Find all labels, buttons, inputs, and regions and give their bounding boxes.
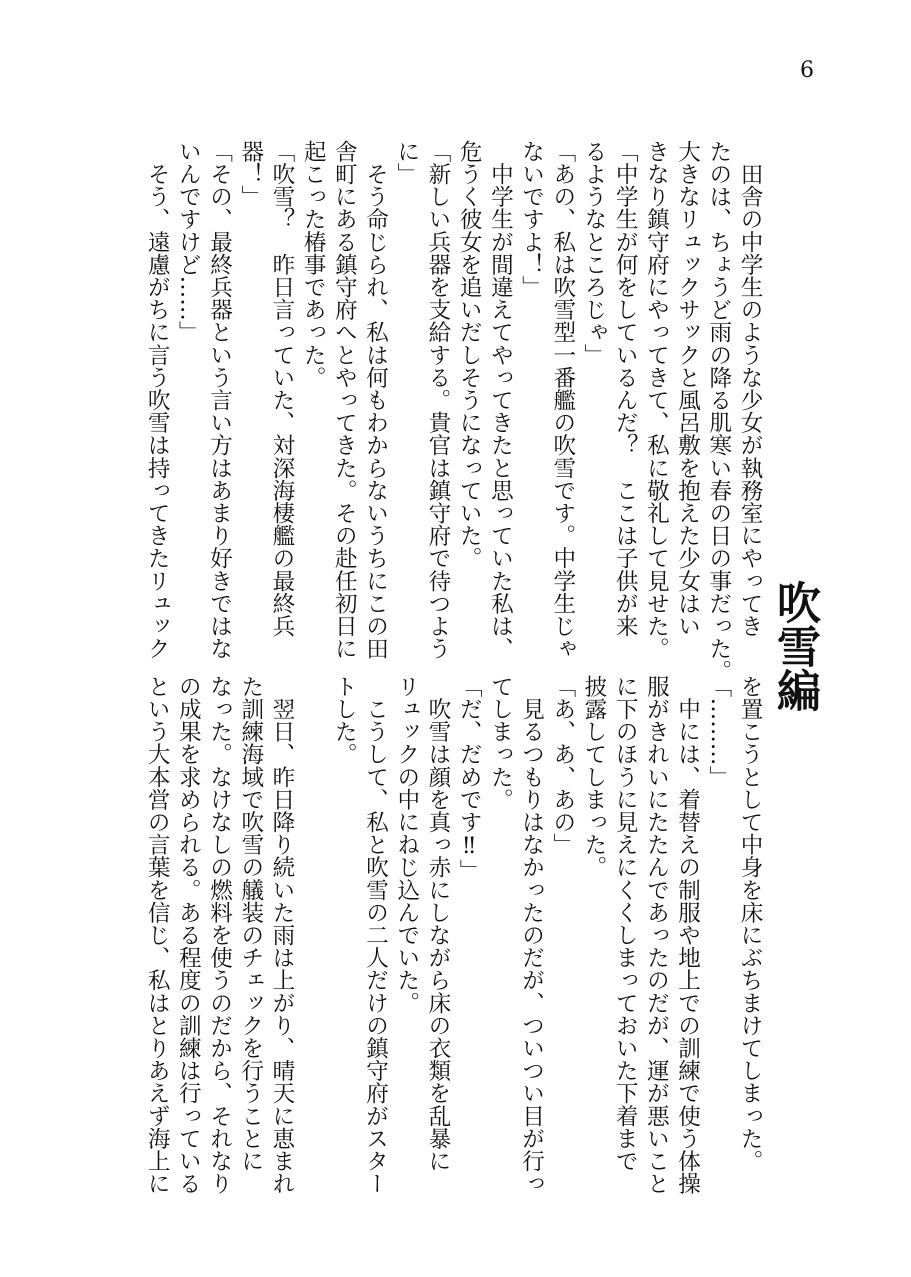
text-line: いんですけど……」 bbox=[175, 140, 202, 344]
text-line: 危うく彼女を追いだしそうになっていた。 bbox=[456, 140, 483, 570]
page-number: 6 bbox=[800, 58, 814, 83]
text-line: 大きなリュックサックと風呂敷を抱えた少女はい bbox=[674, 140, 701, 638]
text-line: 服がきれいにたたんであったのだが、運が悪いこと bbox=[643, 675, 670, 1195]
text-line: トした。 bbox=[331, 675, 358, 766]
text-line: 「だ、だめです‼」 bbox=[456, 675, 483, 882]
text-line: 「吹雪？ 昨日言っていた、対深海棲艦の最終兵 bbox=[268, 140, 295, 638]
text-line: 田舎の中学生のような少女が執務室にやってき bbox=[737, 140, 763, 638]
text-line: 中には、着替えの制服や地上での訓練で使う体操 bbox=[674, 675, 701, 1195]
text-line: そう命じられ、私は何もわからないうちにこの田 bbox=[362, 140, 389, 660]
text-line: たのは、ちょうど雨の降る肌寒い春の日の事だった。 bbox=[705, 140, 732, 683]
text-line: に」 bbox=[393, 140, 420, 186]
text-line: てしまった。 bbox=[487, 675, 514, 811]
text-line: 「その、最終兵器という言い方はあまり好きではな bbox=[206, 140, 233, 660]
text-line: るようなところじゃ」 bbox=[580, 140, 607, 366]
text-line: 器！」 bbox=[237, 140, 264, 208]
text-line: こうして、私と吹雪の二人だけの鎮守府がスター bbox=[362, 675, 389, 1195]
text-line: を置こうとして中身を床にぶちまけてしまった。 bbox=[737, 675, 763, 1173]
text-line: た訓練海域で吹雪の艤装のチェックを行うことに bbox=[237, 675, 264, 1173]
text-line: 中学生が間違えてやってきたと思っていた私は、 bbox=[487, 140, 514, 660]
text-block-top bbox=[140, 140, 765, 683]
text-line: 翌日、昨日降り続いた雨は上がり、晴天に恵まれ bbox=[268, 675, 295, 1195]
text-line: 「………」 bbox=[705, 675, 732, 788]
text-line: 「あの、私は吹雪型一番艦の吹雪です。中学生じゃ bbox=[549, 140, 576, 660]
text-line: ないですよ！」 bbox=[518, 140, 545, 299]
text-line: 披露してしまった。 bbox=[580, 675, 607, 879]
text-line: リュックの中にねじ込んでいた。 bbox=[393, 675, 420, 1014]
text-block-bottom bbox=[140, 675, 765, 1195]
text-line: 「中学生が何をしているんだ？ ここは子供が来 bbox=[612, 140, 639, 638]
text-line: そう、遠慮がちに言う吹雪は持ってきたリュック bbox=[144, 140, 171, 660]
text-line: の成果を求められる。ある程度の訓練は行っている bbox=[175, 675, 202, 1195]
text-line: 「あ、あ、あの」 bbox=[549, 675, 576, 856]
text-line: 吹雪は顔を真っ赤にしながら床の衣類を乱暴に bbox=[424, 675, 451, 1173]
text-line: きなり鎮守府にやってきて、私に敬礼して見せた。 bbox=[643, 140, 670, 660]
text-line: なった。なけなしの燃料を使うのだから、それなり bbox=[206, 675, 233, 1195]
blank-line bbox=[297, 675, 328, 1180]
chapter-title: 吹雪編 bbox=[769, 580, 820, 712]
text-line: 「新しい兵器を支給する。貴官は鎮守府で待つよう bbox=[424, 140, 451, 660]
text-line: に下のほうに見えにくくしまっておいた下着まで bbox=[612, 675, 639, 1173]
text-line: 起こった椿事であった。 bbox=[300, 140, 327, 389]
text-line: 見るつもりはなかったのだが、ついつい目が行っ bbox=[518, 675, 545, 1195]
text-line: という大本営の言葉を信じ、私はとりあえず海上に bbox=[144, 675, 171, 1195]
text-line: 舎町にある鎮守府へとやってきた。その赴任初日に bbox=[331, 140, 358, 660]
